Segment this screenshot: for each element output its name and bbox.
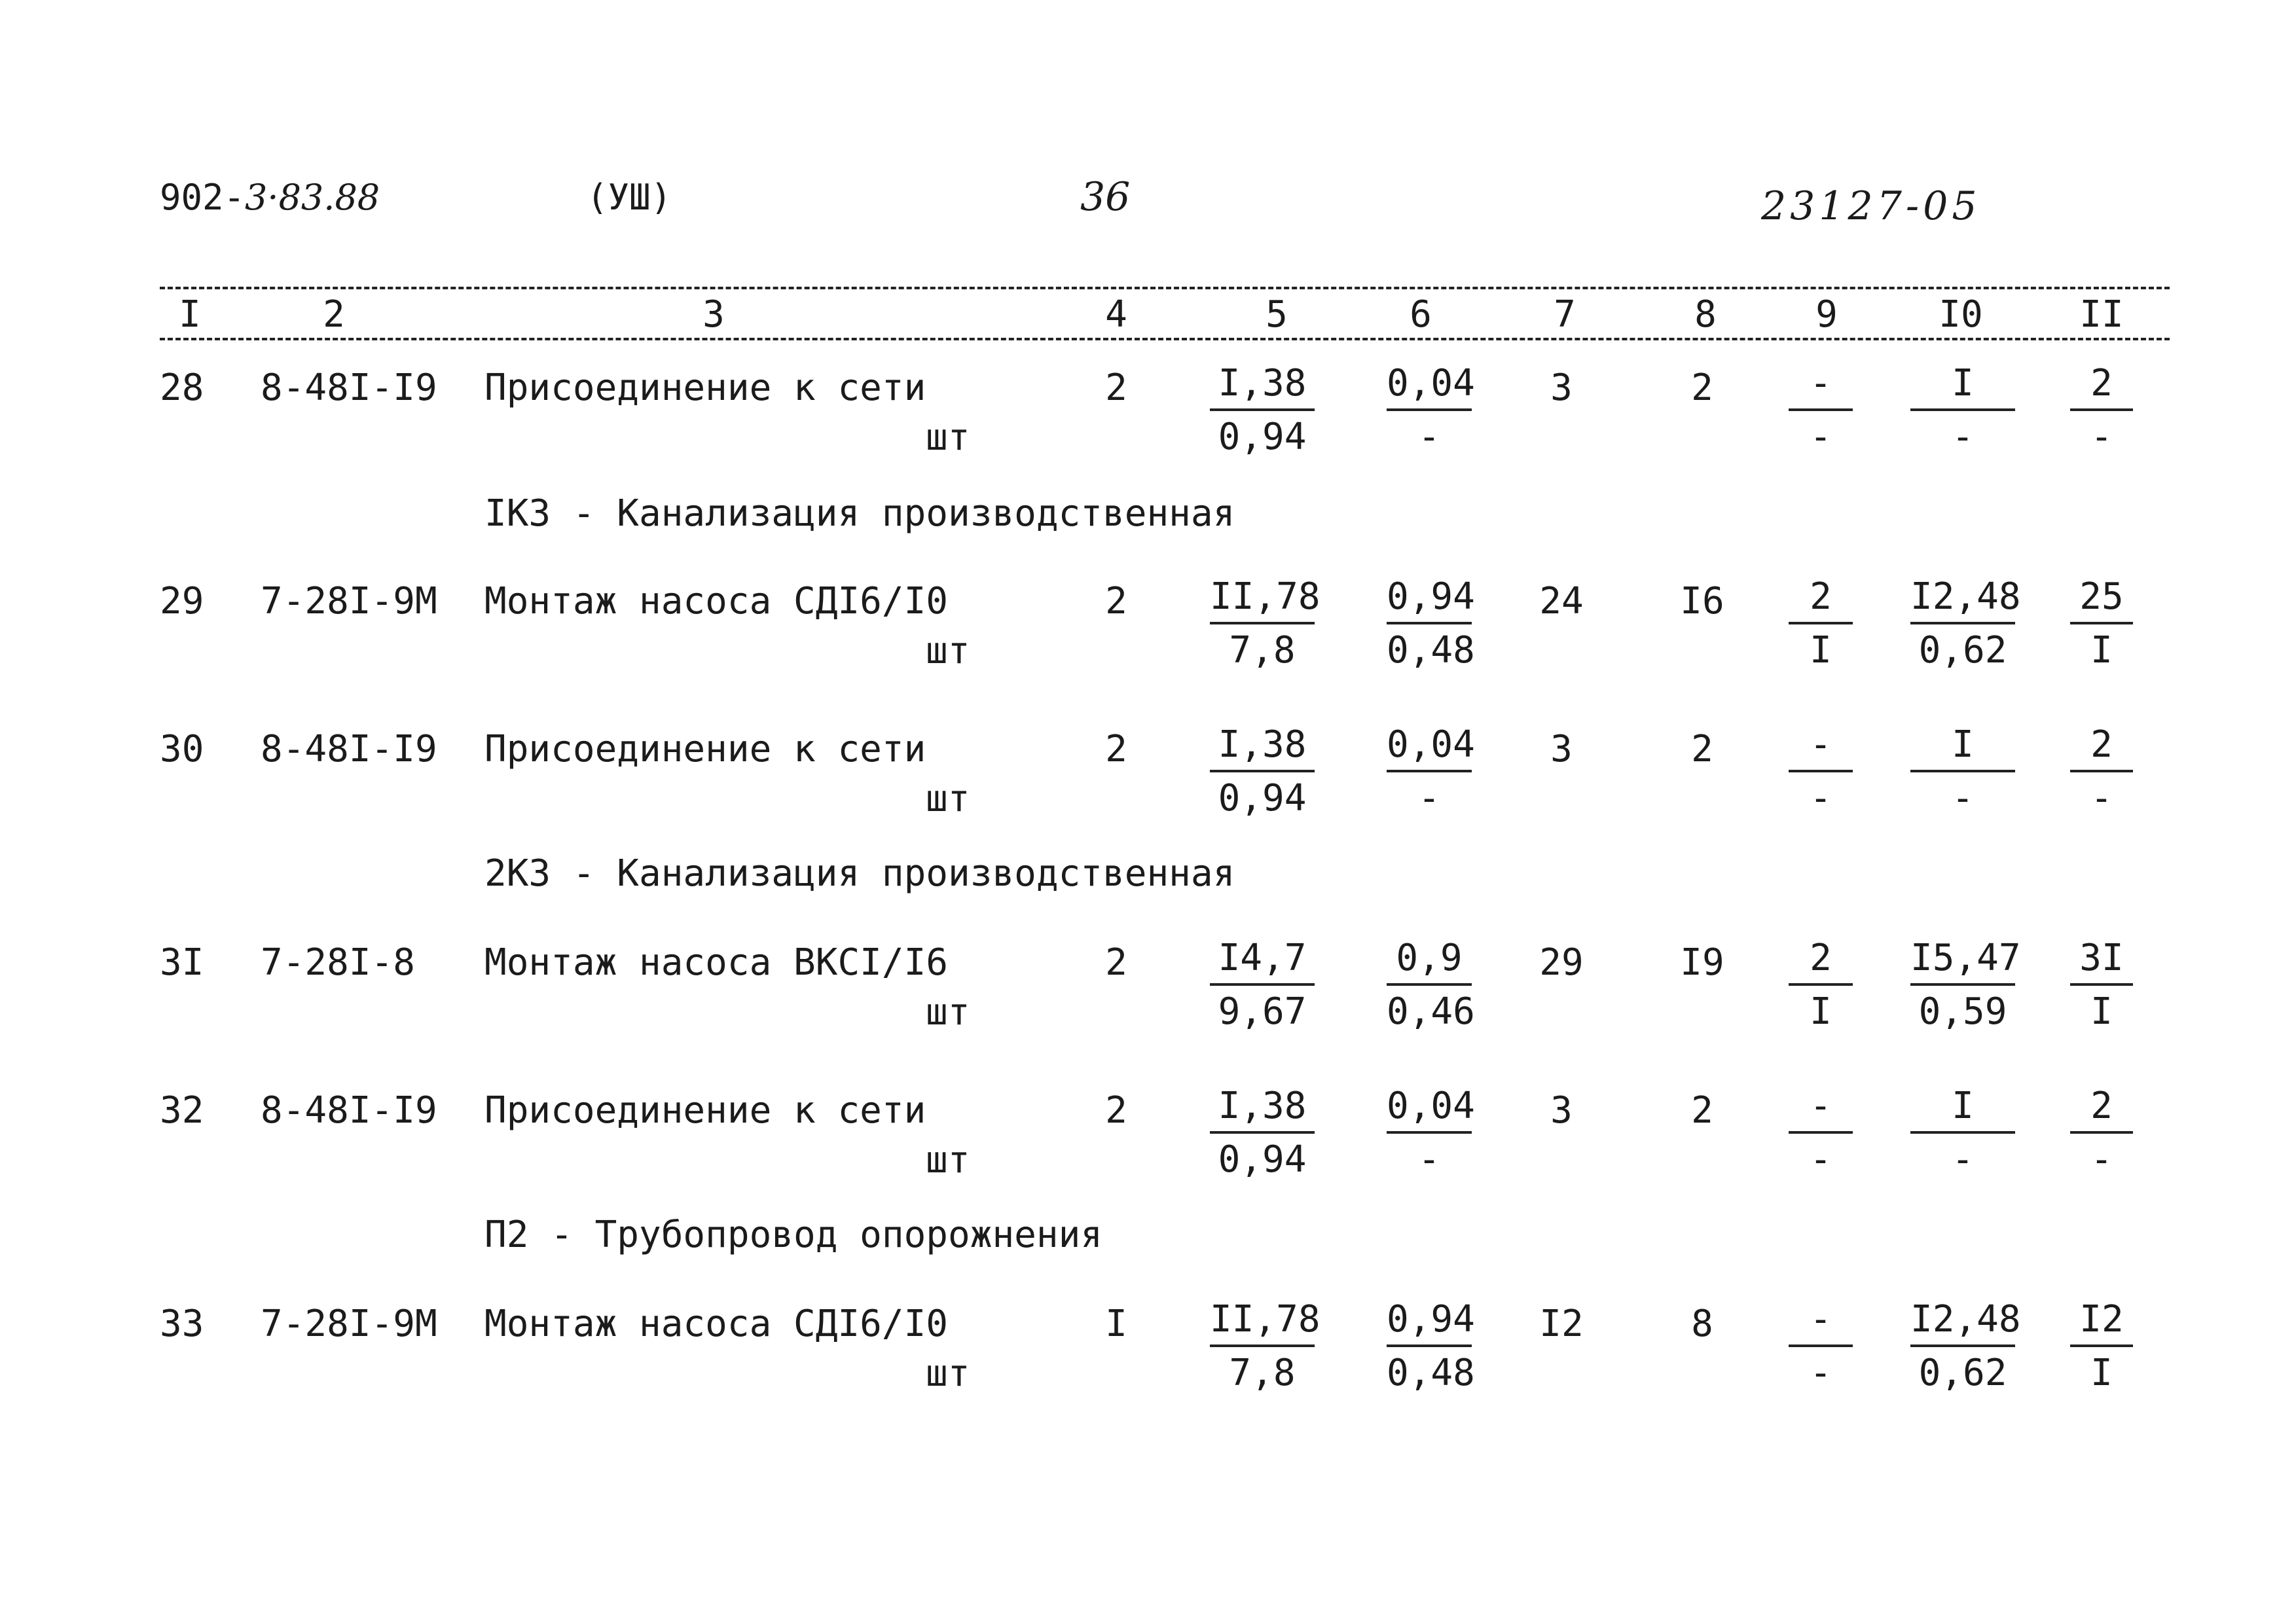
- row-quantity: 2: [1105, 580, 1127, 623]
- fraction-bar: [1210, 622, 1315, 624]
- column-header-8: 8: [1694, 293, 1717, 336]
- row-col7: 3: [1550, 367, 1573, 409]
- denominator: 0,94: [1218, 777, 1307, 820]
- numerator: I2,48: [1910, 1298, 2021, 1341]
- row-col8: 2: [1691, 1089, 1713, 1132]
- row-col7: 24: [1539, 580, 1584, 623]
- header-bottom-rule: [160, 338, 2170, 340]
- column-header-7: 7: [1554, 293, 1576, 336]
- fraction-bar: [1910, 622, 2015, 624]
- fraction-bar: [1789, 770, 1853, 772]
- denominator: -: [1418, 416, 1440, 458]
- row-unit: шт: [926, 1352, 970, 1395]
- row-col9: [1789, 360, 1853, 461]
- numerator: -: [1810, 362, 1832, 405]
- fraction-bar: [2070, 1131, 2133, 1134]
- column-header-1: I: [179, 293, 201, 336]
- numerator: II,78: [1210, 575, 1321, 618]
- row-quantity: 2: [1105, 941, 1127, 984]
- fraction-bar: [2070, 408, 2133, 411]
- row-col11: [2070, 721, 2133, 822]
- denominator: -: [1810, 416, 1832, 458]
- fraction-bar: [2070, 622, 2133, 624]
- row-col5: [1210, 935, 1315, 1036]
- fraction-bar: [1789, 622, 1853, 624]
- fraction-bar: [1387, 1344, 1472, 1347]
- numerator: 3I: [2079, 937, 2124, 979]
- fraction-bar: [1387, 408, 1472, 411]
- numerator: I: [1952, 1085, 1974, 1127]
- denominator: 9,67: [1218, 990, 1307, 1033]
- column-header-2: 2: [323, 293, 345, 336]
- page-number: 36: [1080, 174, 1131, 220]
- row-number: 3I: [160, 941, 204, 984]
- numerator: 0,94: [1387, 575, 1475, 618]
- denominator: 0,46: [1387, 990, 1475, 1033]
- row-name: Монтаж насоса СДI6/I0: [484, 1303, 949, 1345]
- denominator: 0,62: [1918, 629, 2007, 672]
- row-code: 8-48I-I9: [261, 367, 437, 409]
- row-col8: 2: [1691, 728, 1713, 770]
- row-code: 7-28I-8: [261, 941, 416, 984]
- row-name: Присоединение к сети: [484, 1089, 926, 1132]
- row-col9: [1789, 573, 1853, 674]
- row-unit: шт: [926, 630, 970, 672]
- column-header-10: I0: [1939, 293, 1983, 336]
- row-code: 8-48I-I9: [261, 728, 437, 770]
- numerator: -: [1810, 1085, 1832, 1127]
- row-col6: [1387, 721, 1475, 822]
- fraction-bar: [1210, 408, 1315, 411]
- row-unit: шт: [926, 991, 970, 1034]
- fraction-bar: [1210, 983, 1315, 986]
- denominator: 7,8: [1229, 1352, 1296, 1394]
- row-number: 28: [160, 367, 204, 409]
- denominator: -: [1952, 416, 1974, 458]
- volume-label: (УШ): [587, 177, 672, 218]
- row-col8: I9: [1680, 941, 1724, 984]
- row-col10: [1910, 721, 2015, 822]
- denominator: -: [1418, 1138, 1440, 1181]
- denominator: I: [2090, 629, 2113, 672]
- row-col8: 2: [1691, 367, 1713, 409]
- denominator: 0,94: [1218, 416, 1307, 458]
- numerator: 0,04: [1387, 1085, 1475, 1127]
- row-name: Присоединение к сети: [484, 728, 926, 770]
- fraction-bar: [1210, 770, 1315, 772]
- row-col11: [2070, 935, 2133, 1036]
- row-col10: [1910, 935, 2021, 1036]
- numerator: II,78: [1210, 1298, 1321, 1341]
- section-heading: П2 - Трубопровод опорожнения: [484, 1214, 1103, 1256]
- row-col10: [1910, 360, 2015, 461]
- numerator: 25: [2079, 575, 2124, 618]
- fraction-bar: [1210, 1344, 1315, 1347]
- document-code: [160, 177, 380, 218]
- row-col5: [1210, 1296, 1321, 1397]
- row-col5: [1210, 1083, 1315, 1183]
- row-col9: [1789, 721, 1853, 822]
- row-number: 30: [160, 728, 204, 770]
- section-heading: 2К3 - Канализация производственная: [484, 852, 1235, 895]
- row-col7: 3: [1550, 728, 1573, 770]
- document-code-printed: 902-: [160, 177, 246, 218]
- row-col8: I6: [1680, 580, 1724, 623]
- numerator: 0,04: [1387, 723, 1475, 766]
- inventory-number: 23127-05: [1761, 183, 1981, 229]
- numerator: I,38: [1218, 1085, 1307, 1127]
- denominator: 0,94: [1218, 1138, 1307, 1181]
- numerator: 2: [2090, 362, 2113, 405]
- document-code-handwritten: 3·83.88: [245, 177, 380, 218]
- section-heading: IК3 - Канализация производственная: [484, 492, 1235, 535]
- column-header-5: 5: [1266, 293, 1288, 336]
- column-header-3: 3: [702, 293, 725, 336]
- fraction-bar: [1387, 770, 1472, 772]
- denominator: -: [2090, 777, 2113, 820]
- row-name: Присоединение к сети: [484, 367, 926, 409]
- denominator: -: [1952, 1138, 1974, 1181]
- row-col9: [1789, 1296, 1853, 1397]
- row-unit: шт: [926, 1139, 970, 1182]
- row-code: 7-28I-9М: [261, 580, 437, 623]
- numerator: -: [1810, 723, 1832, 766]
- row-col7: 29: [1539, 941, 1584, 984]
- row-number: 29: [160, 580, 204, 623]
- numerator: I4,7: [1218, 937, 1307, 979]
- fraction-bar: [1910, 1131, 2015, 1134]
- denominator: 7,8: [1229, 629, 1296, 672]
- numerator: I2,48: [1910, 575, 2021, 618]
- column-header-11: II: [2079, 293, 2124, 336]
- numerator: -: [1810, 1298, 1832, 1341]
- row-quantity: 2: [1105, 1089, 1127, 1132]
- denominator: -: [2090, 1138, 2113, 1181]
- fraction-bar: [1789, 1344, 1853, 1347]
- denominator: -: [2090, 416, 2113, 458]
- row-name: Монтаж насоса СДI6/I0: [484, 580, 949, 623]
- fraction-bar: [1910, 983, 2015, 986]
- row-col8: 8: [1691, 1303, 1713, 1345]
- row-col11: [2070, 1083, 2133, 1183]
- row-col9: [1789, 1083, 1853, 1183]
- row-col5: [1210, 573, 1321, 674]
- row-unit: шт: [926, 778, 970, 820]
- row-col6: [1387, 573, 1475, 674]
- denominator: -: [1810, 1352, 1832, 1394]
- fraction-bar: [1910, 770, 2015, 772]
- numerator: 0,9: [1396, 937, 1463, 979]
- row-col5: [1210, 360, 1315, 461]
- row-col11: [2070, 573, 2133, 674]
- row-col6: [1387, 935, 1475, 1036]
- row-number: 33: [160, 1303, 204, 1345]
- fraction-bar: [1387, 983, 1472, 986]
- row-col6: [1387, 360, 1475, 461]
- denominator: 0,48: [1387, 629, 1475, 672]
- denominator: I: [1810, 990, 1832, 1033]
- row-unit: шт: [926, 416, 970, 459]
- row-quantity: I: [1105, 1303, 1127, 1345]
- denominator: -: [1418, 777, 1440, 820]
- denominator: 0,62: [1918, 1352, 2007, 1394]
- row-col10: [1910, 573, 2021, 674]
- column-header-9: 9: [1815, 293, 1838, 336]
- row-quantity: 2: [1105, 367, 1127, 409]
- numerator: I2: [2079, 1298, 2124, 1341]
- numerator: 0,04: [1387, 362, 1475, 405]
- row-col9: [1789, 935, 1853, 1036]
- fraction-bar: [1789, 408, 1853, 411]
- column-header-6: 6: [1410, 293, 1432, 336]
- fraction-bar: [1789, 983, 1853, 986]
- numerator: 2: [2090, 1085, 2113, 1127]
- denominator: I: [2090, 1352, 2113, 1394]
- fraction-bar: [1210, 1131, 1315, 1134]
- fraction-bar: [1789, 1131, 1853, 1134]
- numerator: I,38: [1218, 723, 1307, 766]
- header-top-rule: [160, 287, 2170, 289]
- numerator: 2: [2090, 723, 2113, 766]
- row-col11: [2070, 360, 2133, 461]
- denominator: 0,48: [1387, 1352, 1475, 1394]
- row-col10: [1910, 1296, 2021, 1397]
- row-code: 7-28I-9М: [261, 1303, 437, 1345]
- numerator: I,38: [1218, 362, 1307, 405]
- row-col7: 3: [1550, 1089, 1573, 1132]
- fraction-bar: [1387, 1131, 1472, 1134]
- numerator: 2: [1810, 937, 1832, 979]
- row-col7: I2: [1539, 1303, 1584, 1345]
- fraction-bar: [2070, 983, 2133, 986]
- fraction-bar: [2070, 770, 2133, 772]
- numerator: 0,94: [1387, 1298, 1475, 1341]
- numerator: I: [1952, 723, 1974, 766]
- row-code: 8-48I-I9: [261, 1089, 437, 1132]
- denominator: -: [1952, 777, 1974, 820]
- row-name: Монтаж насоса ВКСI/I6: [484, 941, 949, 984]
- denominator: 0,59: [1918, 990, 2007, 1033]
- row-col10: [1910, 1083, 2015, 1183]
- denominator: -: [1810, 777, 1832, 820]
- row-col11: [2070, 1296, 2133, 1397]
- numerator: I: [1952, 362, 1974, 405]
- row-number: 32: [160, 1089, 204, 1132]
- row-col6: [1387, 1296, 1475, 1397]
- row-quantity: 2: [1105, 728, 1127, 770]
- row-col5: [1210, 721, 1315, 822]
- denominator: -: [1810, 1138, 1832, 1181]
- fraction-bar: [1910, 1344, 2015, 1347]
- fraction-bar: [1910, 408, 2015, 411]
- denominator: I: [1810, 629, 1832, 672]
- column-header-4: 4: [1105, 293, 1127, 336]
- denominator: I: [2090, 990, 2113, 1033]
- fraction-bar: [2070, 1344, 2133, 1347]
- numerator: I5,47: [1910, 937, 2021, 979]
- row-col6: [1387, 1083, 1475, 1183]
- numerator: 2: [1810, 575, 1832, 618]
- fraction-bar: [1387, 622, 1472, 624]
